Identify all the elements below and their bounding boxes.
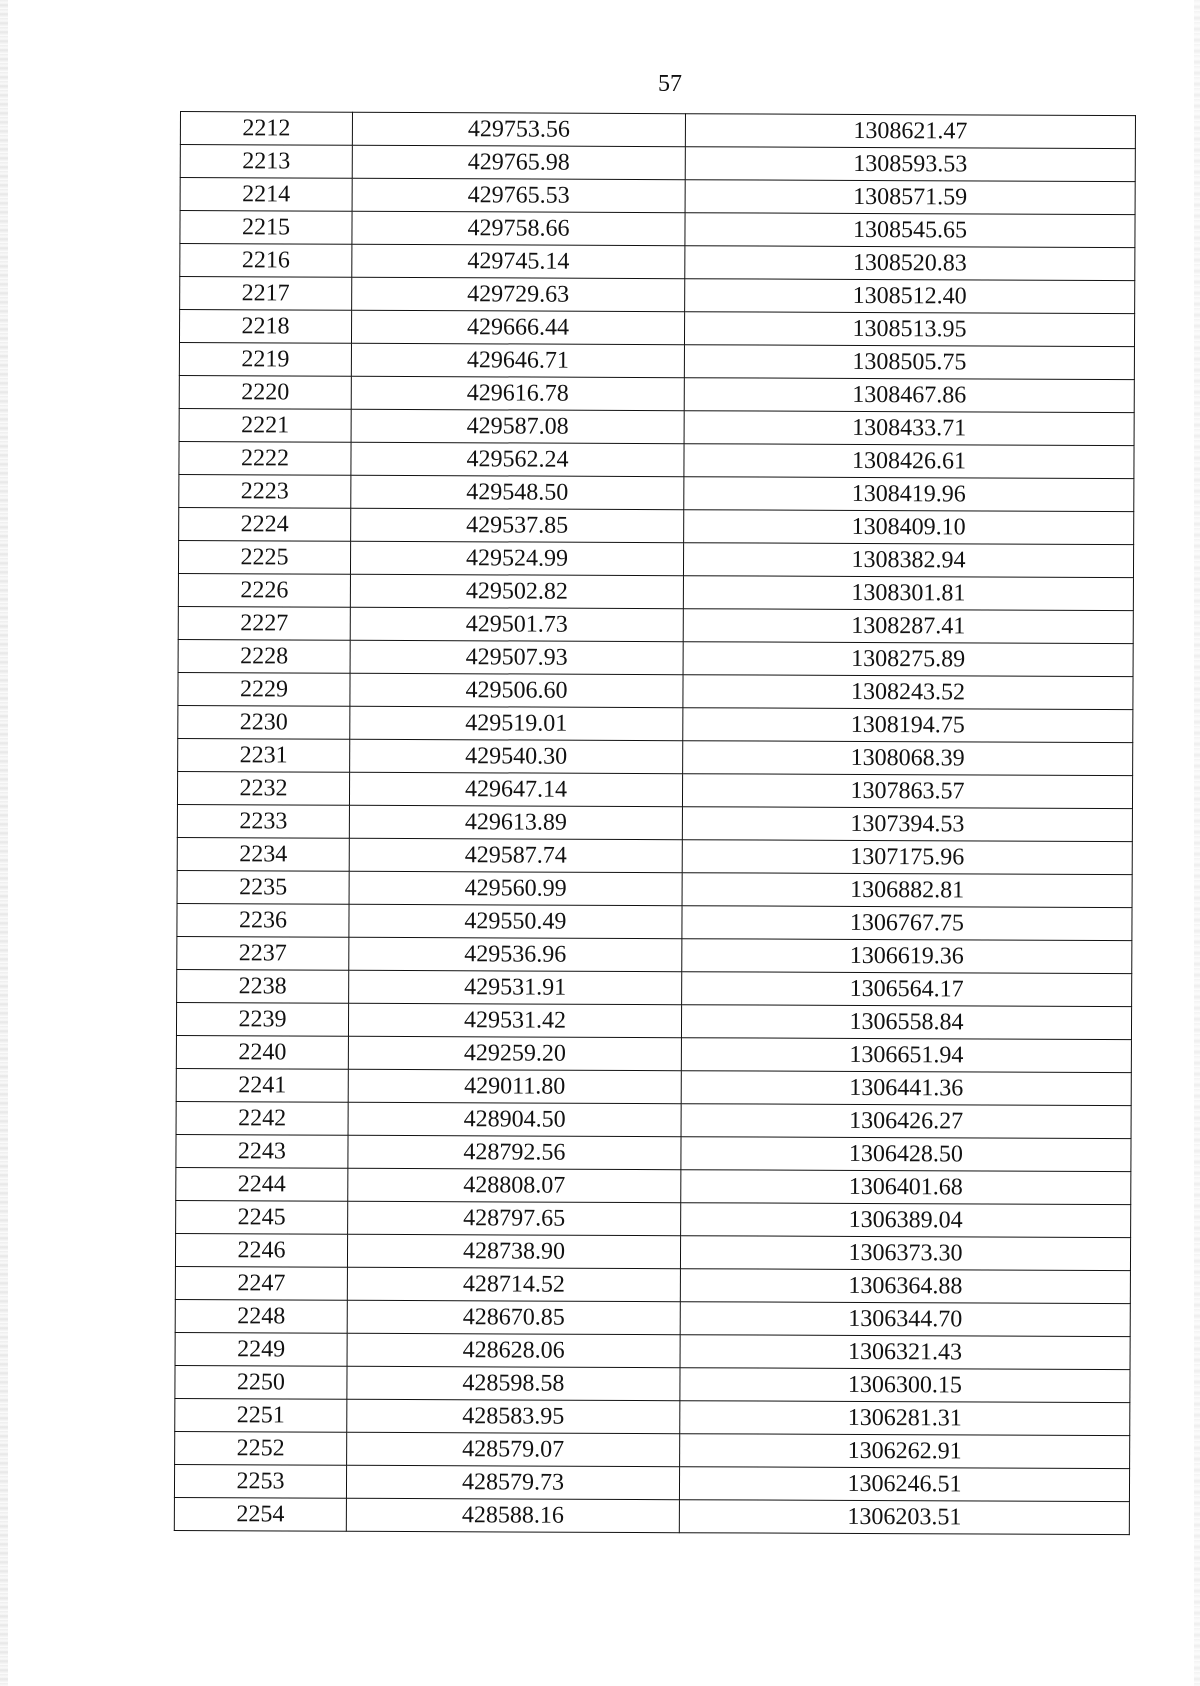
point-number-cell: 2235 — [177, 870, 349, 904]
y-coordinate-cell: 1308513.95 — [684, 312, 1134, 347]
point-number-cell: 2225 — [178, 540, 350, 574]
table-row — [176, 1002, 1131, 1039]
table-row — [178, 672, 1133, 709]
x-coordinate-cell: 428792.56 — [348, 1135, 681, 1169]
y-coordinate-cell: 1307175.96 — [682, 840, 1132, 875]
y-coordinate-cell: 1308433.71 — [684, 411, 1134, 446]
table-row — [175, 1299, 1130, 1336]
point-number-cell: 2230 — [178, 705, 350, 739]
point-number-cell: 2216 — [180, 244, 352, 278]
x-coordinate-cell: 429524.99 — [350, 541, 683, 575]
x-coordinate-cell: 429587.08 — [351, 409, 684, 443]
y-coordinate-cell: 1308426.61 — [684, 444, 1134, 479]
point-number-cell: 2249 — [175, 1332, 347, 1366]
table-row — [177, 936, 1132, 973]
point-number-cell: 2238 — [177, 969, 349, 1003]
scan-edge-left — [0, 0, 8, 1686]
y-coordinate-cell: 1306428.50 — [681, 1137, 1131, 1172]
point-number-cell: 2215 — [180, 211, 352, 245]
table-row — [176, 1167, 1131, 1204]
y-coordinate-cell: 1306558.84 — [681, 1005, 1131, 1040]
table-row — [180, 277, 1135, 314]
table-row — [179, 441, 1134, 478]
x-coordinate-cell: 429646.71 — [351, 343, 684, 377]
y-coordinate-cell: 1306344.70 — [680, 1302, 1130, 1337]
table-row — [180, 211, 1135, 248]
y-coordinate-cell: 1308409.10 — [684, 510, 1134, 545]
table-row — [180, 145, 1135, 182]
table-row — [179, 342, 1134, 379]
table-row — [180, 112, 1135, 149]
coordinates-table-body — [174, 112, 1135, 1535]
x-coordinate-cell: 429562.24 — [351, 442, 684, 476]
x-coordinate-cell: 429519.01 — [350, 706, 683, 740]
point-number-cell: 2241 — [176, 1068, 348, 1102]
y-coordinate-cell: 1308382.94 — [683, 543, 1133, 578]
point-number-cell: 2217 — [180, 277, 352, 311]
x-coordinate-cell: 428588.16 — [346, 1498, 679, 1532]
y-coordinate-cell: 1308545.65 — [685, 213, 1135, 248]
point-number-cell: 2221 — [179, 408, 351, 442]
point-number-cell: 2229 — [178, 672, 350, 706]
table-row — [175, 1233, 1130, 1270]
x-coordinate-cell: 428670.85 — [347, 1300, 680, 1334]
y-coordinate-cell: 1306373.30 — [680, 1236, 1130, 1271]
coordinates-table — [174, 111, 1136, 1535]
point-number-cell: 2226 — [178, 573, 350, 607]
x-coordinate-cell: 429765.98 — [352, 145, 685, 179]
point-number-cell: 2232 — [177, 771, 349, 805]
y-coordinate-cell: 1306321.43 — [680, 1335, 1130, 1370]
y-coordinate-cell: 1308571.59 — [685, 180, 1135, 215]
point-number-cell: 2247 — [175, 1266, 347, 1300]
x-coordinate-cell: 429011.80 — [348, 1069, 681, 1103]
y-coordinate-cell: 1308275.89 — [683, 642, 1133, 677]
x-coordinate-cell: 429550.49 — [349, 904, 682, 938]
x-coordinate-cell: 428904.50 — [348, 1102, 681, 1136]
y-coordinate-cell: 1306300.15 — [680, 1368, 1130, 1403]
x-coordinate-cell: 429758.66 — [352, 211, 685, 245]
point-number-cell: 2242 — [176, 1101, 348, 1135]
x-coordinate-cell: 429540.30 — [350, 739, 683, 773]
y-coordinate-cell: 1306767.75 — [682, 906, 1132, 941]
y-coordinate-cell: 1306401.68 — [681, 1170, 1131, 1205]
point-number-cell: 2222 — [179, 441, 351, 475]
table-row — [176, 1200, 1131, 1237]
x-coordinate-cell: 429666.44 — [351, 310, 684, 344]
y-coordinate-cell: 1306651.94 — [681, 1038, 1131, 1073]
point-number-cell: 2244 — [176, 1167, 348, 1201]
y-coordinate-cell: 1306441.36 — [681, 1071, 1131, 1106]
table-row — [175, 1332, 1130, 1369]
table-row — [175, 1365, 1130, 1402]
y-coordinate-cell: 1308621.47 — [685, 114, 1135, 149]
y-coordinate-cell: 1306619.36 — [682, 939, 1132, 974]
table-row — [177, 903, 1132, 940]
table-row — [178, 738, 1133, 775]
point-number-cell: 2224 — [179, 507, 351, 541]
y-coordinate-cell: 1306246.51 — [679, 1467, 1129, 1502]
point-number-cell: 2245 — [176, 1200, 348, 1234]
table-row — [179, 375, 1134, 412]
x-coordinate-cell: 429587.74 — [349, 838, 682, 872]
x-coordinate-cell: 428583.95 — [347, 1399, 680, 1433]
table-row — [177, 969, 1132, 1006]
table-row — [175, 1398, 1130, 1435]
table-row — [177, 870, 1132, 907]
x-coordinate-cell: 429501.73 — [350, 607, 683, 641]
x-coordinate-cell: 429647.14 — [349, 772, 682, 806]
page-number: 57 — [658, 71, 682, 97]
point-number-cell: 2227 — [178, 606, 350, 640]
y-coordinate-cell: 1306262.91 — [680, 1434, 1130, 1469]
table-row — [176, 1134, 1131, 1171]
y-coordinate-cell: 1308301.81 — [683, 576, 1133, 611]
table-row — [179, 507, 1134, 544]
point-number-cell: 2228 — [178, 639, 350, 673]
table-row — [175, 1431, 1130, 1468]
point-number-cell: 2251 — [175, 1398, 347, 1432]
point-number-cell: 2252 — [175, 1431, 347, 1465]
point-number-cell: 2236 — [177, 903, 349, 937]
table-row — [178, 705, 1133, 742]
x-coordinate-cell: 428579.73 — [346, 1465, 679, 1499]
table-row — [177, 804, 1132, 841]
point-number-cell: 2219 — [179, 342, 351, 376]
x-coordinate-cell: 428738.90 — [347, 1234, 680, 1268]
x-coordinate-cell: 428808.07 — [348, 1168, 681, 1202]
table-row — [176, 1101, 1131, 1138]
x-coordinate-cell: 429616.78 — [351, 376, 684, 410]
y-coordinate-cell: 1306389.04 — [681, 1203, 1131, 1238]
y-coordinate-cell: 1307863.57 — [682, 774, 1132, 809]
x-coordinate-cell: 428714.52 — [347, 1267, 680, 1301]
x-coordinate-cell: 429560.99 — [349, 871, 682, 905]
x-coordinate-cell: 428598.58 — [347, 1366, 680, 1400]
y-coordinate-cell: 1308243.52 — [683, 675, 1133, 710]
x-coordinate-cell: 429531.42 — [348, 1003, 681, 1037]
point-number-cell: 2233 — [177, 804, 349, 838]
y-coordinate-cell: 1308512.40 — [685, 279, 1135, 314]
point-number-cell: 2253 — [174, 1464, 346, 1498]
x-coordinate-cell: 429537.85 — [351, 508, 684, 542]
table-row — [178, 606, 1133, 643]
x-coordinate-cell: 428579.07 — [347, 1432, 680, 1466]
y-coordinate-cell: 1306203.51 — [679, 1500, 1129, 1535]
table-row — [180, 178, 1135, 215]
point-number-cell: 2231 — [178, 738, 350, 772]
point-number-cell: 2250 — [175, 1365, 347, 1399]
x-coordinate-cell: 429765.53 — [352, 178, 685, 212]
y-coordinate-cell: 1306281.31 — [680, 1401, 1130, 1436]
x-coordinate-cell: 429613.89 — [349, 805, 682, 839]
x-coordinate-cell: 428628.06 — [347, 1333, 680, 1367]
table-row — [179, 408, 1134, 445]
x-coordinate-cell: 429507.93 — [350, 640, 683, 674]
table-row — [174, 1497, 1129, 1534]
x-coordinate-cell: 428797.65 — [348, 1201, 681, 1235]
point-number-cell: 2239 — [176, 1002, 348, 1036]
table-row — [177, 837, 1132, 874]
y-coordinate-cell: 1308287.41 — [683, 609, 1133, 644]
x-coordinate-cell: 429259.20 — [348, 1036, 681, 1070]
table-row — [174, 1464, 1129, 1501]
point-number-cell: 2220 — [179, 375, 351, 409]
y-coordinate-cell: 1308068.39 — [683, 741, 1133, 776]
x-coordinate-cell: 429745.14 — [352, 244, 685, 278]
y-coordinate-cell: 1308505.75 — [684, 345, 1134, 380]
table-row — [178, 540, 1133, 577]
y-coordinate-cell: 1306564.17 — [682, 972, 1132, 1007]
x-coordinate-cell: 429506.60 — [350, 673, 683, 707]
point-number-cell: 2240 — [176, 1035, 348, 1069]
table-row — [176, 1035, 1131, 1072]
table-row — [179, 474, 1134, 511]
x-coordinate-cell: 429753.56 — [352, 112, 685, 146]
x-coordinate-cell: 429531.91 — [349, 970, 682, 1004]
point-number-cell: 2243 — [176, 1134, 348, 1168]
table-row — [180, 244, 1135, 281]
y-coordinate-cell: 1308419.96 — [684, 477, 1134, 512]
point-number-cell: 2237 — [177, 936, 349, 970]
y-coordinate-cell: 1308467.86 — [684, 378, 1134, 413]
y-coordinate-cell: 1306882.81 — [682, 873, 1132, 908]
y-coordinate-cell: 1306426.27 — [681, 1104, 1131, 1139]
y-coordinate-cell: 1307394.53 — [682, 807, 1132, 842]
table-row — [176, 1068, 1131, 1105]
table-row — [177, 771, 1132, 808]
y-coordinate-cell: 1306364.88 — [680, 1269, 1130, 1304]
point-number-cell: 2223 — [179, 474, 351, 508]
table-row — [178, 639, 1133, 676]
x-coordinate-cell: 429536.96 — [349, 937, 682, 971]
point-number-cell: 2234 — [177, 837, 349, 871]
point-number-cell: 2248 — [175, 1299, 347, 1333]
y-coordinate-cell: 1308194.75 — [683, 708, 1133, 743]
point-number-cell: 2212 — [180, 112, 352, 146]
table-row — [175, 1266, 1130, 1303]
y-coordinate-cell: 1308520.83 — [685, 246, 1135, 281]
x-coordinate-cell: 429548.50 — [351, 475, 684, 509]
table-row — [179, 310, 1134, 347]
x-coordinate-cell: 429729.63 — [352, 277, 685, 311]
y-coordinate-cell: 1308593.53 — [685, 147, 1135, 182]
table-row — [178, 573, 1133, 610]
scan-edge-right — [1194, 0, 1200, 1686]
point-number-cell: 2218 — [179, 310, 351, 344]
point-number-cell: 2213 — [180, 145, 352, 179]
point-number-cell: 2214 — [180, 178, 352, 212]
point-number-cell: 2246 — [175, 1233, 347, 1267]
x-coordinate-cell: 429502.82 — [350, 574, 683, 608]
point-number-cell: 2254 — [174, 1497, 346, 1531]
